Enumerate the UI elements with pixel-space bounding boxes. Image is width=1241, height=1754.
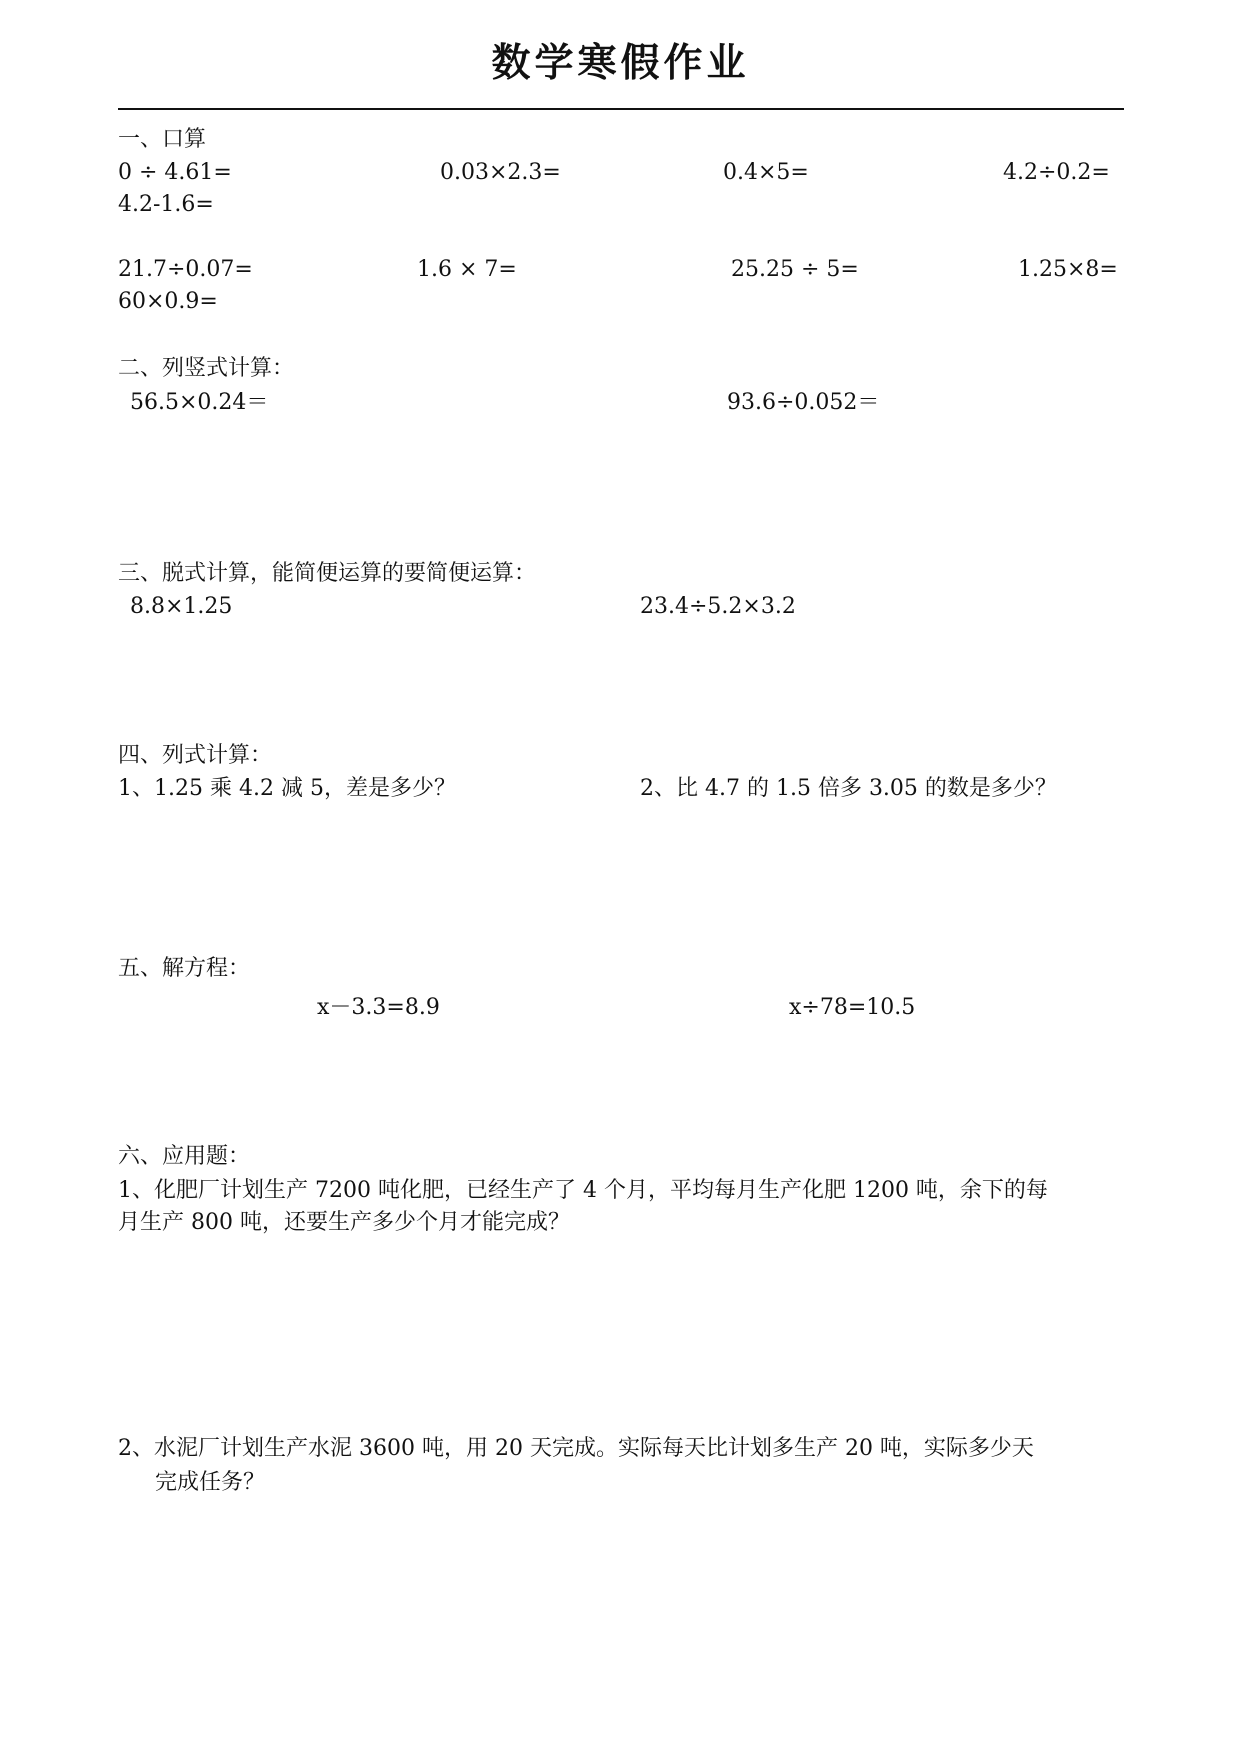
problem-text: 23.4÷5.2×3.2 — [640, 594, 796, 619]
problem-text: 93.6÷0.052＝ — [727, 390, 880, 415]
problem-text: 0 ÷ 4.61= — [118, 160, 232, 185]
problem-text: 1.6 × 7= — [417, 257, 517, 282]
section-heading-vertical: 二、列竖式计算： — [118, 356, 295, 381]
word-problem-line: 1、化肥厂计划生产 7200 吨化肥，已经生产了 4 个月，平均每月生产化肥 1200 吨，余下的每 — [118, 1178, 1048, 1203]
problem-text: 0.4×5= — [723, 160, 809, 185]
problem-text: 56.5×0.24＝ — [130, 390, 269, 415]
problem-text: 1、1.25 乘 4.2 减 5，差是多少？ — [118, 776, 456, 801]
word-problem-line: 月生产 800 吨，还要生产多少个月才能完成？ — [118, 1210, 570, 1235]
word-problem-line: 2、水泥厂计划生产水泥 3600 吨，用 20 天完成。实际每天比计划多生产 20 吨，实际多少天 — [118, 1436, 1034, 1461]
section-heading-oral: 一、口算 — [118, 127, 207, 152]
title-divider — [118, 108, 1124, 110]
problem-text: x－3.3=8.9 — [317, 995, 440, 1020]
problem-text: 4.2-1.6= — [118, 192, 214, 217]
problem-text: 60×0.9= — [118, 289, 218, 314]
problem-text: 4.2÷0.2= — [1003, 160, 1110, 185]
problem-text: x÷78=10.5 — [789, 995, 916, 1020]
problem-text: 25.25 ÷ 5= — [731, 257, 859, 282]
section-heading-stepwise: 三、脱式计算，能简便运算的要简便运算： — [118, 561, 537, 586]
page-title: 数学寒假作业 — [491, 41, 750, 86]
problem-text: 8.8×1.25 — [130, 594, 233, 619]
section-heading-equations: 五、解方程： — [118, 956, 251, 981]
problem-text: 1.25×8= — [1018, 257, 1118, 282]
section-heading-expression: 四、列式计算： — [118, 743, 273, 768]
problem-text: 2、比 4.7 的 1.5 倍多 3.05 的数是多少？ — [640, 776, 1057, 801]
section-heading-applications: 六、应用题： — [118, 1144, 251, 1169]
problem-text: 21.7÷0.07= — [118, 257, 253, 282]
word-problem-line: 完成任务？ — [155, 1470, 266, 1495]
problem-text: 0.03×2.3= — [440, 160, 561, 185]
